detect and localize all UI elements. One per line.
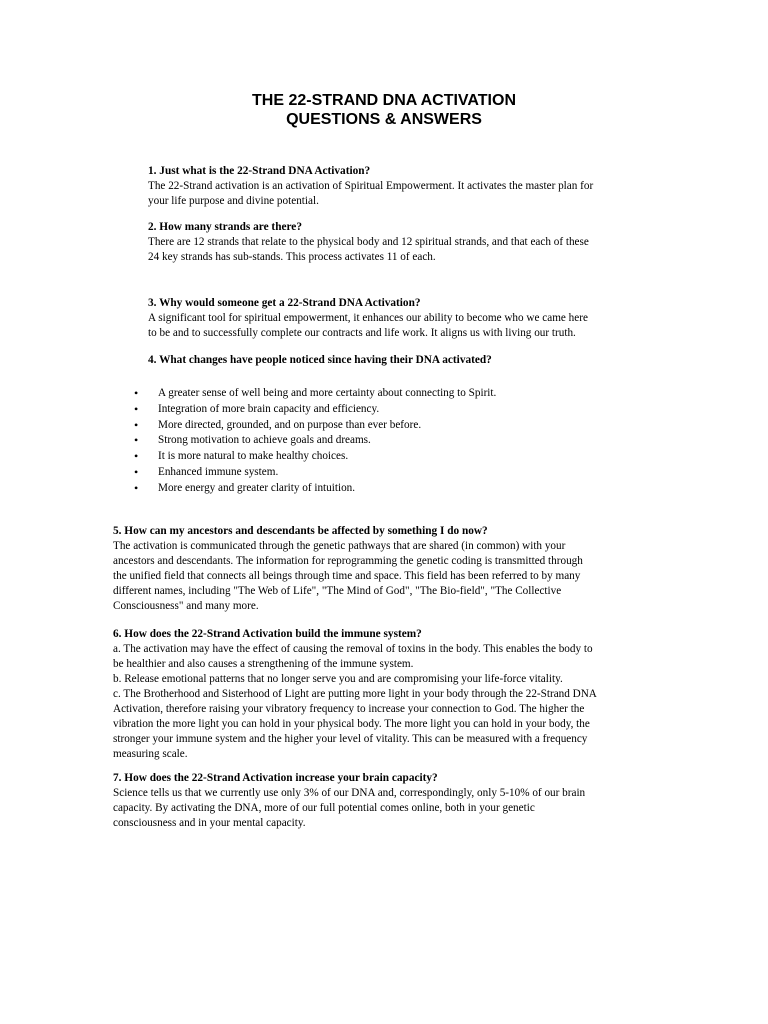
answer-6 (113, 642, 673, 762)
answer-5 (113, 539, 673, 614)
answer-6-line: b. Release emotional patterns that no longer serve you and are compromising your life-force vitality. (113, 673, 563, 685)
list-item: • Integration of more brain capacity and efficiency. (134, 402, 534, 418)
qa-section-6 (113, 627, 673, 762)
document-title-line-2: QUESTIONS & ANSWERS (286, 111, 482, 128)
question-2: 2. How many strands are there? (148, 221, 302, 233)
list-item: • More directed, grounded, and on purpose than ever before. (134, 418, 534, 434)
answer-1 (148, 179, 688, 209)
qa-section-3 (148, 296, 688, 341)
qa-section-1 (148, 164, 688, 209)
answer-5-line: different names, including "The Web of Life", "The Mind of God", "The Bio-field", "The Collective (113, 585, 562, 597)
answer-6-line: be healthier and also causes a strengthening of the immune system. (113, 658, 414, 670)
answer-7-line: capacity. By activating the DNA, more of our full potential comes online, both in your genetic (113, 802, 535, 814)
question-6: 6. How does the 22-Strand Activation build the immune system? (113, 628, 422, 640)
answer-2-line: 24 key strands has sub-stands. This process activates 11 of each. (148, 251, 436, 263)
answer-6-line: stronger your immune system and the higher your level of vitality. This can be measured with a frequency (113, 733, 588, 745)
answer-7 (113, 786, 673, 831)
answer-7-line: Science tells us that we currently use only 3% of our DNA and, correspondingly, only 5-10% of our brain (113, 787, 586, 799)
list-item: • More energy and greater clarity of intuition. (134, 481, 534, 497)
question-3: 3. Why would someone get a 22-Strand DNA Activation? (148, 297, 421, 309)
answer-2 (148, 235, 688, 265)
list-item: • It is more natural to make healthy choices. (134, 449, 534, 465)
answer-6-line: c. The Brotherhood and Sisterhood of Light are putting more light in your body through the 22-Strand DNA (113, 688, 597, 700)
answer-1-line: your life purpose and divine potential. (148, 195, 319, 207)
qa-section-2 (148, 220, 688, 265)
qa-section-5 (113, 524, 673, 614)
answer-5-line: The activation is communicated through the genetic pathways that are shared (in common) with your (113, 540, 566, 552)
answer-6-line: vibration the more light you can hold in your physical body. The more light you can hold in your body, the (113, 718, 590, 730)
question-7: 7. How does the 22-Strand Activation increase your brain capacity? (113, 772, 438, 784)
answer-3-line: to be and to successfully complete our contracts and life work. It aligns us with living our truth. (148, 327, 576, 339)
qa-section-4 (148, 353, 688, 368)
answer-1-line: The 22-Strand activation is an activation of Spiritual Empowerment. It activates the master plan for (148, 180, 594, 192)
document-title-line-1: THE 22-STRAND DNA ACTIVATION (252, 92, 516, 109)
answer-2-line: There are 12 strands that relate to the physical body and 12 spiritual strands, and that each of these (148, 236, 589, 248)
answer-5-line: the unified field that connects all beings through time and space. This field has been referred to by many (113, 570, 581, 582)
list-item: • Strong motivation to achieve goals and dreams. (134, 433, 534, 449)
answer-6-line: Activation, therefore raising your vibratory frequency to increase your connection to God. The higher the (113, 703, 585, 715)
qa-section-7 (113, 771, 673, 831)
answer-5-line: ancestors and descendants. The information for reprogramming the genetic coding is transmitted through (113, 555, 583, 567)
question-5: 5. How can my ancestors and descendants be affected by something I do now? (113, 525, 488, 537)
question-1: 1. Just what is the 22-Strand DNA Activation? (148, 165, 371, 177)
answer-3 (148, 311, 688, 341)
changes-bullet-list (134, 386, 534, 497)
list-item: • Enhanced immune system. (134, 465, 534, 481)
answer-3-line: A significant tool for spiritual empowerment, it enhances our ability to become who we came here (148, 312, 588, 324)
answer-6-line: measuring scale. (113, 748, 188, 760)
answer-7-line: consciousness and in your mental capacity. (113, 817, 306, 829)
answer-6-line: a. The activation may have the effect of causing the removal of toxins in the body. This enables the body to (113, 643, 593, 655)
list-item: • A greater sense of well being and more certainty about connecting to Spirit. (134, 386, 534, 402)
answer-5-line: Consciousness" and many more. (113, 600, 259, 612)
question-4: 4. What changes have people noticed since having their DNA activated? (148, 354, 492, 366)
